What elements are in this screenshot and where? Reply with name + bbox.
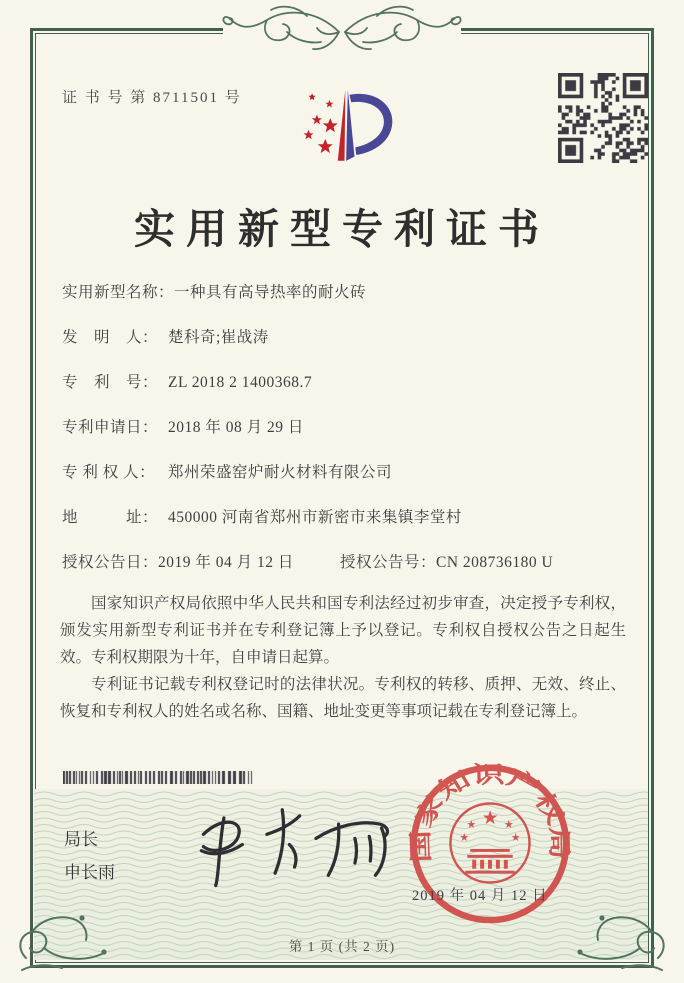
barcode bbox=[63, 771, 253, 784]
field-application-date bbox=[62, 415, 622, 438]
field-label: 地 址： bbox=[62, 509, 159, 526]
star-icon: ★ bbox=[481, 808, 499, 830]
field-patentee bbox=[62, 460, 622, 483]
legal-paragraph-1: 国家知识产权局依照中华人民共和国专利法经过初步审查，决定授予专利权，颁发实用新型专利证书并在专利登记簿上予以登记。专利权自授权公告之日起生效。专利权期限为十年，自申请日起算。 bbox=[60, 595, 626, 666]
field-utility-model-name bbox=[62, 280, 622, 303]
field-patent-number bbox=[62, 370, 622, 393]
field-grant-number bbox=[340, 550, 553, 573]
seal-date: 2019 年 04 月 12 日 bbox=[412, 888, 548, 904]
top-scroll-ornament-icon bbox=[217, 2, 467, 64]
field-grant-date bbox=[62, 550, 340, 573]
qr-code bbox=[558, 73, 648, 163]
field-value: CN 208736180 U bbox=[436, 554, 554, 571]
field-label: 发 明 人： bbox=[62, 329, 159, 346]
commissioner-name: 申长雨 bbox=[64, 863, 115, 882]
field-value: 2019 年 04 月 12 日 bbox=[158, 554, 294, 571]
field-label: 专 利 权 人： bbox=[62, 464, 156, 481]
cnipa-logo-icon bbox=[281, 74, 423, 184]
field-grant-row bbox=[62, 550, 622, 573]
field-value: 450000 河南省郑州市新密市来集镇李堂村 bbox=[168, 509, 462, 526]
legal-paragraph-2: 专利证书记载专利权登记时的法律状况。专利权的转移、质押、无效、终止、恢复和专利权人的姓名或名称、国籍、地址变更等事项记载在专利登记簿上。 bbox=[60, 676, 626, 720]
national-emblem-icon bbox=[450, 803, 529, 882]
field-inventors bbox=[62, 325, 622, 348]
certificate-number: 证 书 号 第 8711501 号 bbox=[62, 90, 242, 106]
star-icon: ★ bbox=[510, 832, 521, 845]
legal-text-block bbox=[60, 590, 626, 725]
field-label: 实用新型名称： bbox=[62, 284, 175, 301]
field-label: 专利申请日： bbox=[62, 419, 159, 436]
star-icon: ★ bbox=[466, 819, 477, 832]
field-value: 楚科奇;崔战涛 bbox=[168, 329, 269, 346]
field-value: ZL 2018 2 1400368.7 bbox=[168, 374, 313, 391]
star-icon: ★ bbox=[459, 832, 470, 845]
star-icon: ★ bbox=[503, 819, 514, 832]
handwritten-signature bbox=[185, 793, 400, 891]
field-label: 授权公告号： bbox=[340, 554, 437, 571]
seal-text: 国家知识产权局 bbox=[408, 762, 572, 863]
field-value: 郑州荣盛窑炉耐火材料有限公司 bbox=[168, 464, 393, 481]
certificate-title: 实用新型专利证书 bbox=[134, 206, 550, 252]
field-label: 授权公告日： bbox=[62, 554, 159, 571]
fields-block bbox=[62, 280, 622, 595]
field-value: 一种具有高导热率的耐火砖 bbox=[174, 284, 367, 301]
field-value: 2018 年 08 月 29 日 bbox=[168, 419, 304, 436]
page-number: 第 1 页 (共 2 页) bbox=[288, 939, 396, 954]
field-address bbox=[62, 505, 622, 528]
commissioner-title: 局长 bbox=[64, 830, 98, 849]
field-label: 专 利 号： bbox=[62, 374, 159, 391]
